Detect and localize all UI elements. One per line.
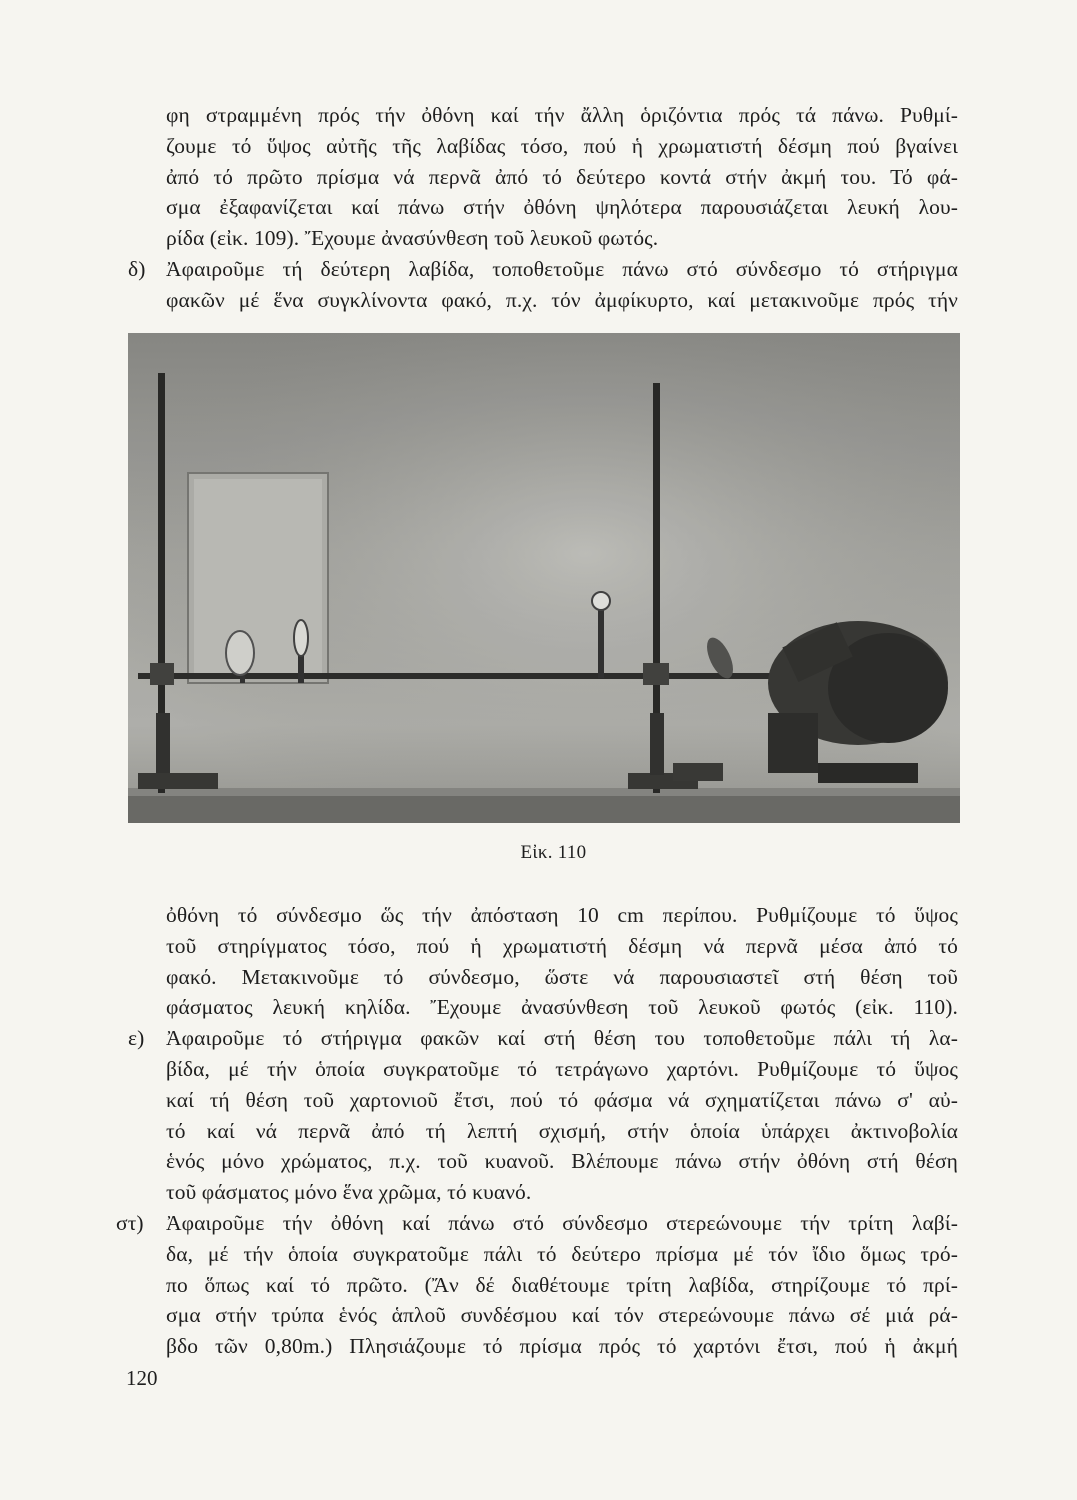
text-line: τοῦ στηρίγματος τόσο, πού ἡ χρωματιστή δέσμη νά περνᾶ μέσα ἀπό τό bbox=[166, 933, 958, 958]
text-line: σμα στήν τρύπα ἑνός ἁπλοῦ συνδέσμου καί τόν στερεώνουμε πάνω σέ μιά ρά- bbox=[166, 1303, 958, 1328]
text-line: ἀπό τό πρῶτο πρίσμα νά περνᾶ ἀπό τό δεύτερο κοντά στήν ἀκμή του. Τό φά- bbox=[166, 164, 958, 189]
apparatus-photo-illustration bbox=[128, 333, 960, 823]
text-line: φη στραμμένη πρός τήν ὀθόνη καί τήν ἄλλη ὁριζόντια πρός τά πάνω. Ρυθμί- bbox=[166, 103, 958, 127]
text-line: Ἀφαιροῦμε τή δεύτερη λαβίδα, τοποθετοῦμε πάνω στό σύνδεσμο τό στήριγμα bbox=[166, 256, 958, 281]
text-line: Ἀφαιροῦμε τήν ὀθόνη καί πάνω στό σύνδεσμο στερεώνουμε τήν τρίτη λαβί- bbox=[166, 1210, 958, 1235]
text-line: ρίδα (εἰκ. 109). Ἔχουμε ἀνασύνθεση τοῦ λευκοῦ φωτός. bbox=[166, 226, 659, 251]
paragraph-e bbox=[128, 1023, 958, 1208]
top-text-block bbox=[128, 100, 958, 316]
text-line: δα, μέ τήν ὁποία συγκρατοῦμε πάλι τό δεύτερο πρίσμα μέ τόν ἴδιο ὅμως τρό- bbox=[166, 1241, 958, 1266]
paragraph-d-continued bbox=[128, 900, 958, 1023]
text-line: βίδα, μέ τήν ὁποία συγκρατοῦμε τό τετράγωνο χαρτόνι. Ρυθμίζουμε τό ὕψος bbox=[166, 1056, 958, 1081]
figure-photo bbox=[128, 333, 960, 823]
text-line: τό καί νά περνᾶ ἀπό τή λεπτή σχισμή, στήν ὁποία ὑπάρχει ἀκτινοβολία bbox=[166, 1118, 958, 1143]
page-number: 120 bbox=[126, 1366, 158, 1390]
item-marker-st: στ) bbox=[116, 1210, 144, 1235]
text-line: καί τή θέση τοῦ χαρτονιοῦ ἔτσι, πού τό φάσμα νά σχηματίζεται πάνω σ' αὐ- bbox=[166, 1087, 958, 1112]
text-line: πο ὅπως καί τό πρῶτο. (Ἄν δέ διαθέτουμε τρίτη λαβίδα, στηρίζουμε τό πρί- bbox=[166, 1272, 958, 1297]
text-line: φακῶν μέ ἕνα συγκλίνοντα φακό, π.χ. τόν ἀμφίκυρτο, καί μετακινοῦμε πρός τήν bbox=[166, 287, 958, 312]
item-marker-d: δ) bbox=[128, 256, 146, 281]
text-line: σμα ἐξαφανίζεται καί πάνω στήν ὀθόνη ψηλότερα παρουσιάζεται λευκή λου- bbox=[166, 195, 958, 220]
text-line: ἑνός μόνο χρώματος, π.χ. τοῦ κυανοῦ. Βλέπουμε πάνω στήν ὀθόνη στή θέση bbox=[166, 1149, 958, 1174]
text-line: βδο τῶν 0,80m.) Πλησιάζουμε τό πρίσμα πρός τό χαρτόνι ἔτσι, πού ἡ ἀκμή bbox=[166, 1334, 958, 1359]
figure-caption: Εἰκ. 110 bbox=[520, 842, 587, 863]
bottom-text-block bbox=[116, 900, 958, 1362]
paragraph-st bbox=[116, 1208, 958, 1362]
text-line: ζουμε τό ὕψος αὐτῆς τῆς λαβίδας τόσο, πού ἡ χρωματιστή δέσμη πού βγαίνει bbox=[166, 133, 958, 158]
text-line: τοῦ φάσματος μόνο ἕνα χρῶμα, τό κυανό. bbox=[166, 1180, 532, 1205]
text-line: φάσματος λευκή κηλίδα. Ἔχουμε ἀνασύνθεση τοῦ λευκοῦ φωτός (εἰκ. 110). bbox=[166, 995, 958, 1020]
item-marker-e: ε) bbox=[128, 1026, 145, 1051]
paragraph-continued bbox=[128, 100, 958, 254]
text-line: ὀθόνη τό σύνδεσμο ὥς τήν ἀπόσταση 10 cm περίπου. Ρυθμίζουμε τό ὕψος bbox=[166, 903, 958, 927]
text-line: φακό. Μετακινοῦμε τό σύνδεσμο, ὥστε νά παρουσιαστεῖ στή θέση τοῦ bbox=[166, 964, 958, 989]
paragraph-d bbox=[128, 254, 958, 316]
text-line: Ἀφαιροῦμε τό στήριγμα φακῶν καί στή θέση του τοποθετοῦμε πάλι τή λα- bbox=[166, 1026, 958, 1051]
